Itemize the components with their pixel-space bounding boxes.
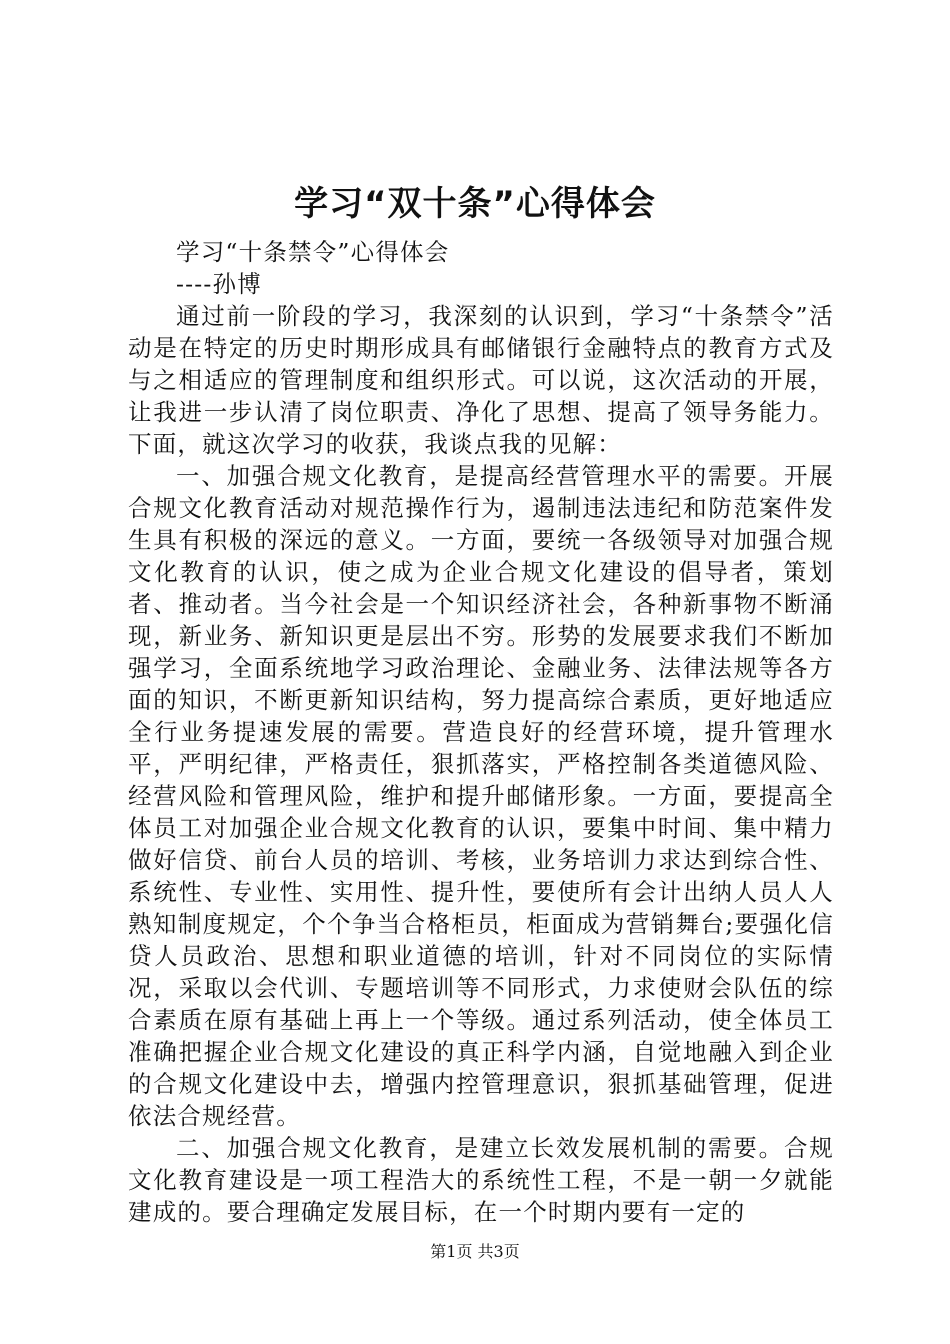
document-title: 学习“双十条”心得体会 <box>294 184 656 224</box>
paragraph: 通过前一阶段的学习，我深刻的认识到，学习“十条禁令”活动是在特定的历史时期形成具有邮储银行金融特点的教育方式及与之相适应的管理制度和组织形式。可以说，这次活动的开展，让我进一步认清了岗位职责、净化了思想、提高了领导务能力。下面，就这次学习的收获，我谈点我的见解： <box>128 302 834 458</box>
document-body <box>128 236 834 1228</box>
paragraph: 二、加强合规文化教育，是建立长效发展机制的需要。合规文化教育建设是一项工程浩大的系统性工程，不是一朝一夕就能建成的。要合理确定发展目标，在一个时期内要有一定的 <box>128 1134 834 1226</box>
document-subtitle: 学习“十条禁令”心得体会 <box>176 238 450 266</box>
document-author: ----孙博 <box>176 270 262 298</box>
page-footer: 第1页 共3页 <box>430 1242 520 1261</box>
paragraph: 一、加强合规文化教育，是提高经营管理水平的需要。开展合规文化教育活动对规范操作行为，遏制违法违纪和防范案件发生具有积极的深远的意义。一方面，要统一各级领导对加强合规文化教育的认识，使之成为企业合规文化建设的倡导者，策划者、推动者。当今社会是一个知识经济社会，各种新事物不断涌现，新业务、新知识更是层出不穷。形势的发展要求我们不断加强学习，全面系统地学习政治理论、金融业务、法律法规等各方面的知识，不断更新知识结构，努力提高综合素质，更好地适应全行业务提速发展的需要。营造良好的经营环境，提升管理水平，严明纪律，严格责任，狠抓落实，严格控制各类道德风险、经营风险和管理风险，维护和提升邮储形象。一方面，要提高全体员工对加强企业合规文化教育的认识，要集中时间、集中精力做好信贷、前台人员的培训、考核，业务培训力求达到综合性、系统性、专业性、实用性、提升性，要使所有会计出纳人员人人熟知制度规定，个个争当合格柜员，柜面成为营销舞台;要强化信贷人员政治、思想和职业道德的培训，针对不同岗位的实际情况，采取以会代训、专题培训等不同形式，力求使财会队伍的综合素质在原有基础上再上一个等级。通过系列活动，使全体员工准确把握企业合规文化建设的真正科学内涵，自觉地融入到企业的合规文化建设中去，增强内控管理意识，狠抓基础管理，促进依法合规经营。 <box>128 462 834 1130</box>
